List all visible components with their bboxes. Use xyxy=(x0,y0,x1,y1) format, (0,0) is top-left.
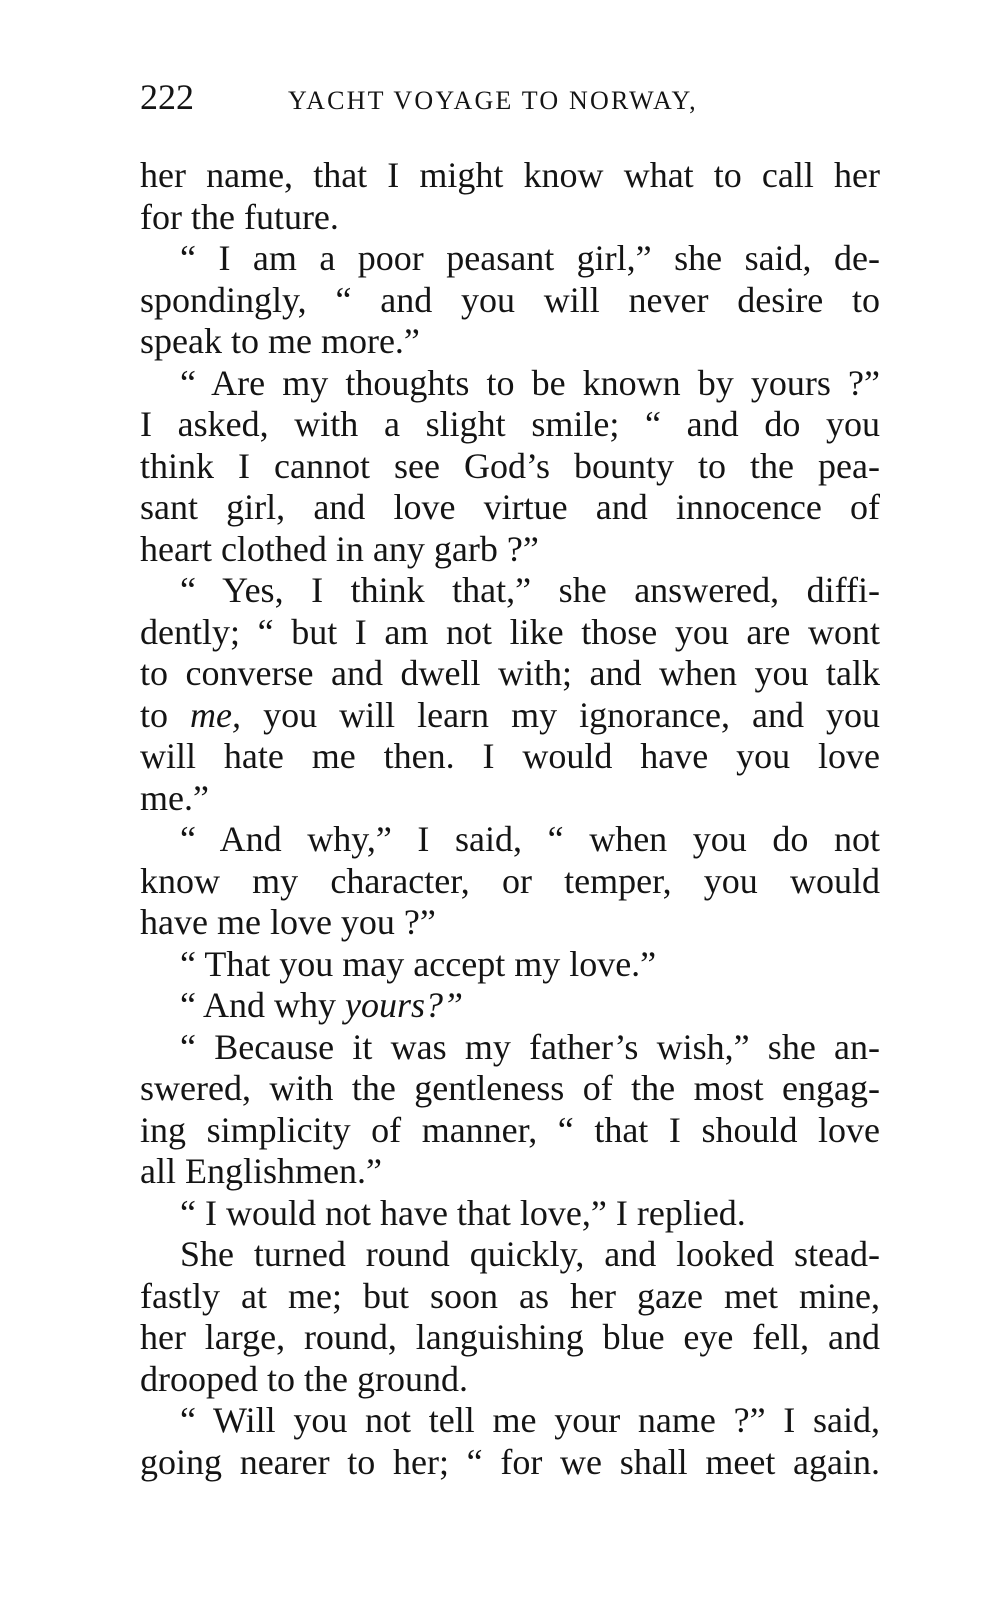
text-line: will hate me then. I would have you love xyxy=(140,736,880,776)
text-line: think I cannot see God’s bounty to the pea- xyxy=(140,445,880,486)
text-line: speak to me more.” xyxy=(140,321,420,361)
text-line: “ Because it was my father’s wish,” she an- xyxy=(180,1026,880,1067)
emphasized-word: yours?” xyxy=(345,985,464,1025)
text-line: swered, with the gentleness of the most engag- xyxy=(140,1068,880,1108)
text-line: her name, that I might know what to call her xyxy=(140,155,880,195)
text-line: have me love you ?” xyxy=(140,902,436,942)
text-line: dently; “ but I am not like those you are wont xyxy=(140,611,880,652)
page-number: 222 xyxy=(140,77,194,117)
line-prefix: “ And why xyxy=(180,985,336,1025)
text-line: going nearer to her; “ for we shall meet again. xyxy=(140,1441,880,1482)
text-line: drooped to the ground. xyxy=(140,1358,468,1399)
text-line: me.” xyxy=(140,777,209,818)
text-line: She turned round quickly, and looked stead- xyxy=(180,1234,880,1274)
text-line-with-emphasis xyxy=(140,695,880,737)
text-line: sant girl, and love virtue and innocence of xyxy=(140,487,880,527)
text-line: “ Are my thoughts to be known by yours ?” xyxy=(180,362,880,403)
text-line-with-emphasis xyxy=(140,985,880,1027)
text-line: to converse and dwell with; and when you talk xyxy=(140,653,880,693)
text-line: know my character, or temper, you would xyxy=(140,860,880,901)
text-line: “ And why,” I said, “ when you do not xyxy=(180,819,880,859)
page-header xyxy=(140,72,880,122)
text-line: all Englishmen.” xyxy=(140,1151,382,1191)
text-line: ing simplicity of manner, “ that I should love xyxy=(140,1109,880,1150)
text-line: “ That you may accept my love.” xyxy=(180,943,657,984)
text-line: I asked, with a slight smile; “ and do you xyxy=(140,404,880,444)
text-line: “ I am a poor peasant girl,” she said, de- xyxy=(180,238,880,278)
line-prefix: to xyxy=(140,694,169,735)
text-line: “ I would not have that love,” I replied. xyxy=(180,1192,746,1233)
text-line: spondingly, “ and you will never desire to xyxy=(140,279,880,320)
line-rest: you will learn my ignorance, and you xyxy=(263,694,881,735)
text-line: “ Yes, I think that,” she answered, diffi- xyxy=(180,570,880,610)
body-text xyxy=(140,155,880,1483)
text-line: fastly at me; but soon as her gaze met mine, xyxy=(140,1275,880,1316)
text-line: heart clothed in any garb ?” xyxy=(140,528,539,569)
text-line: “ Will you not tell me your name ?” I said, xyxy=(180,1400,880,1440)
text-line: her large, round, languishing blue eye fell, and xyxy=(140,1317,880,1357)
running-title: YACHT VOYAGE TO NORWAY, xyxy=(288,86,698,115)
emphasized-word: me, xyxy=(190,694,242,735)
text-line: for the future. xyxy=(140,196,339,237)
